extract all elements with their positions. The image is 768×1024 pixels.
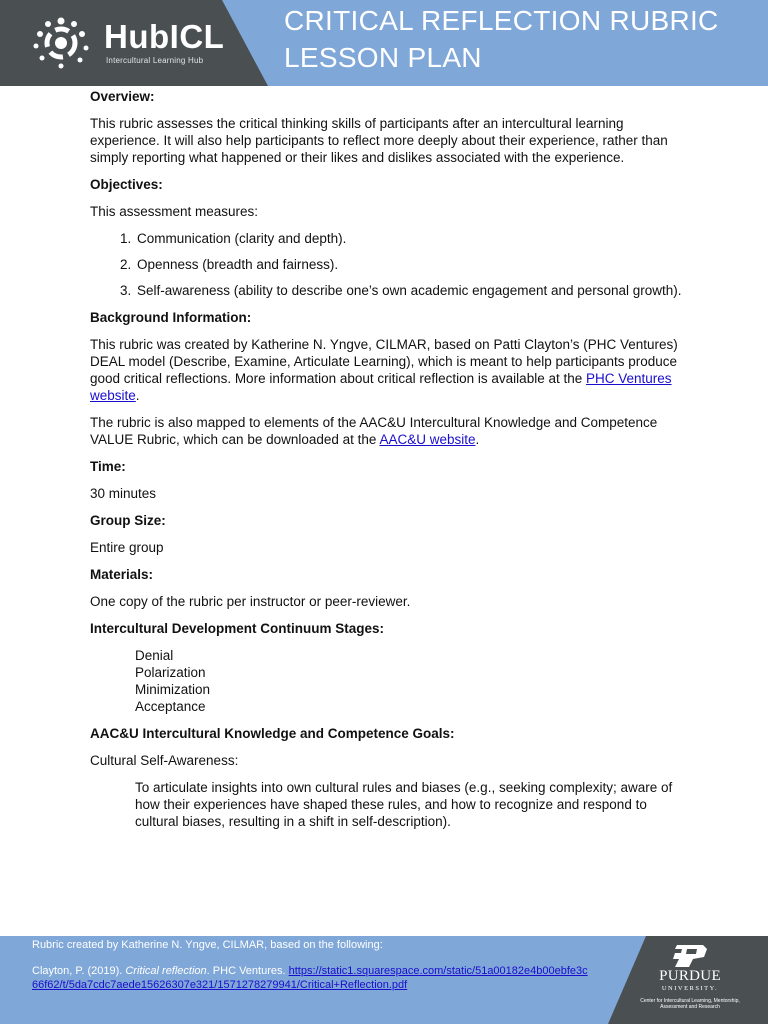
- materials-value: One copy of the rubric per instructor or peer-reviewer.: [90, 594, 411, 609]
- citation-publisher: . PHC Ventures.: [206, 965, 289, 977]
- period: .: [135, 388, 140, 403]
- stage-item: Minimization: [135, 682, 211, 697]
- background-text-2: The rubric is also mapped to elements of the AAC&U Intercultural Knowledge and Competence VALUE Rubric, which can be downloaded at the: [90, 415, 658, 447]
- stage-item: Denial: [135, 648, 174, 663]
- period: .: [475, 432, 480, 447]
- time-value: 30 minutes: [90, 486, 157, 501]
- background-text-1: This rubric was created by Katherine N. Yngve, CILMAR, based on Patti Clayton’s (PHC Ventures) DEAL model (Describe, Examine, Articulate Learning), which is meant to help participants produce good critical reflections. More information about critical reflection is available at the: [90, 337, 678, 386]
- globe-logo-icon: [30, 16, 92, 70]
- purdue-name: PURDUE: [659, 968, 721, 984]
- group-size-value: Entire group: [90, 540, 164, 555]
- goals-subheading: Cultural Self-Awareness:: [90, 753, 239, 768]
- purdue-center-name: Center for Intercultural Learning, Mentorship, Assessment and Research: [640, 998, 740, 1010]
- objectives-list: [90, 230, 690, 299]
- purdue-university: UNIVERSITY.: [661, 985, 719, 992]
- brand-name: HubICL: [104, 18, 225, 55]
- background-paragraph-2: [90, 414, 690, 448]
- goals-text: To articulate insights into own cultural rules and biases (e.g., seeking complexity; aware of how their experiences have shaped these rules, and how to recognize and respond to cultural biases, resulting in a shift in self-description).: [135, 780, 673, 829]
- brand-subtitle: Intercultural Learning Hub: [106, 56, 204, 65]
- stages-heading: Intercultural Development Continuum Stages:: [90, 621, 385, 636]
- objectives-heading: Objectives:: [90, 177, 163, 192]
- footer-credit: Rubric created by Katherine N. Yngve, CILMAR, based on the following:: [32, 939, 383, 951]
- overview-heading: Overview:: [90, 89, 155, 104]
- objective-item: 3. Self-awareness (ability to describe one’s own academic engagement and personal growth).: [135, 282, 690, 299]
- title-line-2: LESSON PLAN: [284, 42, 482, 73]
- objectives-intro: This assessment measures:: [90, 204, 259, 219]
- stage-item: Polarization: [135, 665, 206, 680]
- citation-url-link[interactable]: https://static1.squarespace.com/static/51a00182e4b00ebfe3c66f62/t/5da7cdc7aede15626307e321/1571278279941/Critical+Reflection.pdf: [32, 965, 588, 991]
- title-line-1: CRITICAL REFLECTION RUBRIC: [284, 5, 719, 36]
- citation-title: Critical reflection: [125, 965, 207, 977]
- goals-heading: AAC&U Intercultural Knowledge and Competence Goals:: [90, 726, 455, 741]
- footer-citation: [32, 938, 592, 1004]
- overview-text: This rubric assesses the critical thinking skills of participants after an intercultural learning experience. It will also help participants to reflect more deeply about their experience, rather than simply reporting what happened or their likes and dislikes associated with the experience.: [90, 116, 668, 165]
- materials-heading: Materials:: [90, 567, 154, 582]
- citation-prefix: Clayton, P. (2019).: [32, 965, 126, 977]
- stage-item: Acceptance: [135, 699, 206, 714]
- background-heading: Background Information:: [90, 310, 252, 325]
- background-paragraph-1: [90, 336, 690, 404]
- page-title: [284, 2, 754, 76]
- aacu-website-link[interactable]: AAC&U website: [379, 432, 476, 447]
- footer-reference: [32, 964, 592, 992]
- phc-ventures-link[interactable]: PHC Ventures website: [90, 371, 672, 403]
- stages-list: [135, 647, 690, 715]
- objective-item: 2. Openness (breadth and fairness).: [135, 256, 690, 273]
- objective-item: 1. Communication (clarity and depth).: [135, 230, 690, 247]
- time-heading: Time:: [90, 459, 126, 474]
- group-size-heading: Group Size:: [90, 513, 166, 528]
- document-body: [90, 88, 690, 840]
- purdue-p-logo-icon: [669, 944, 709, 968]
